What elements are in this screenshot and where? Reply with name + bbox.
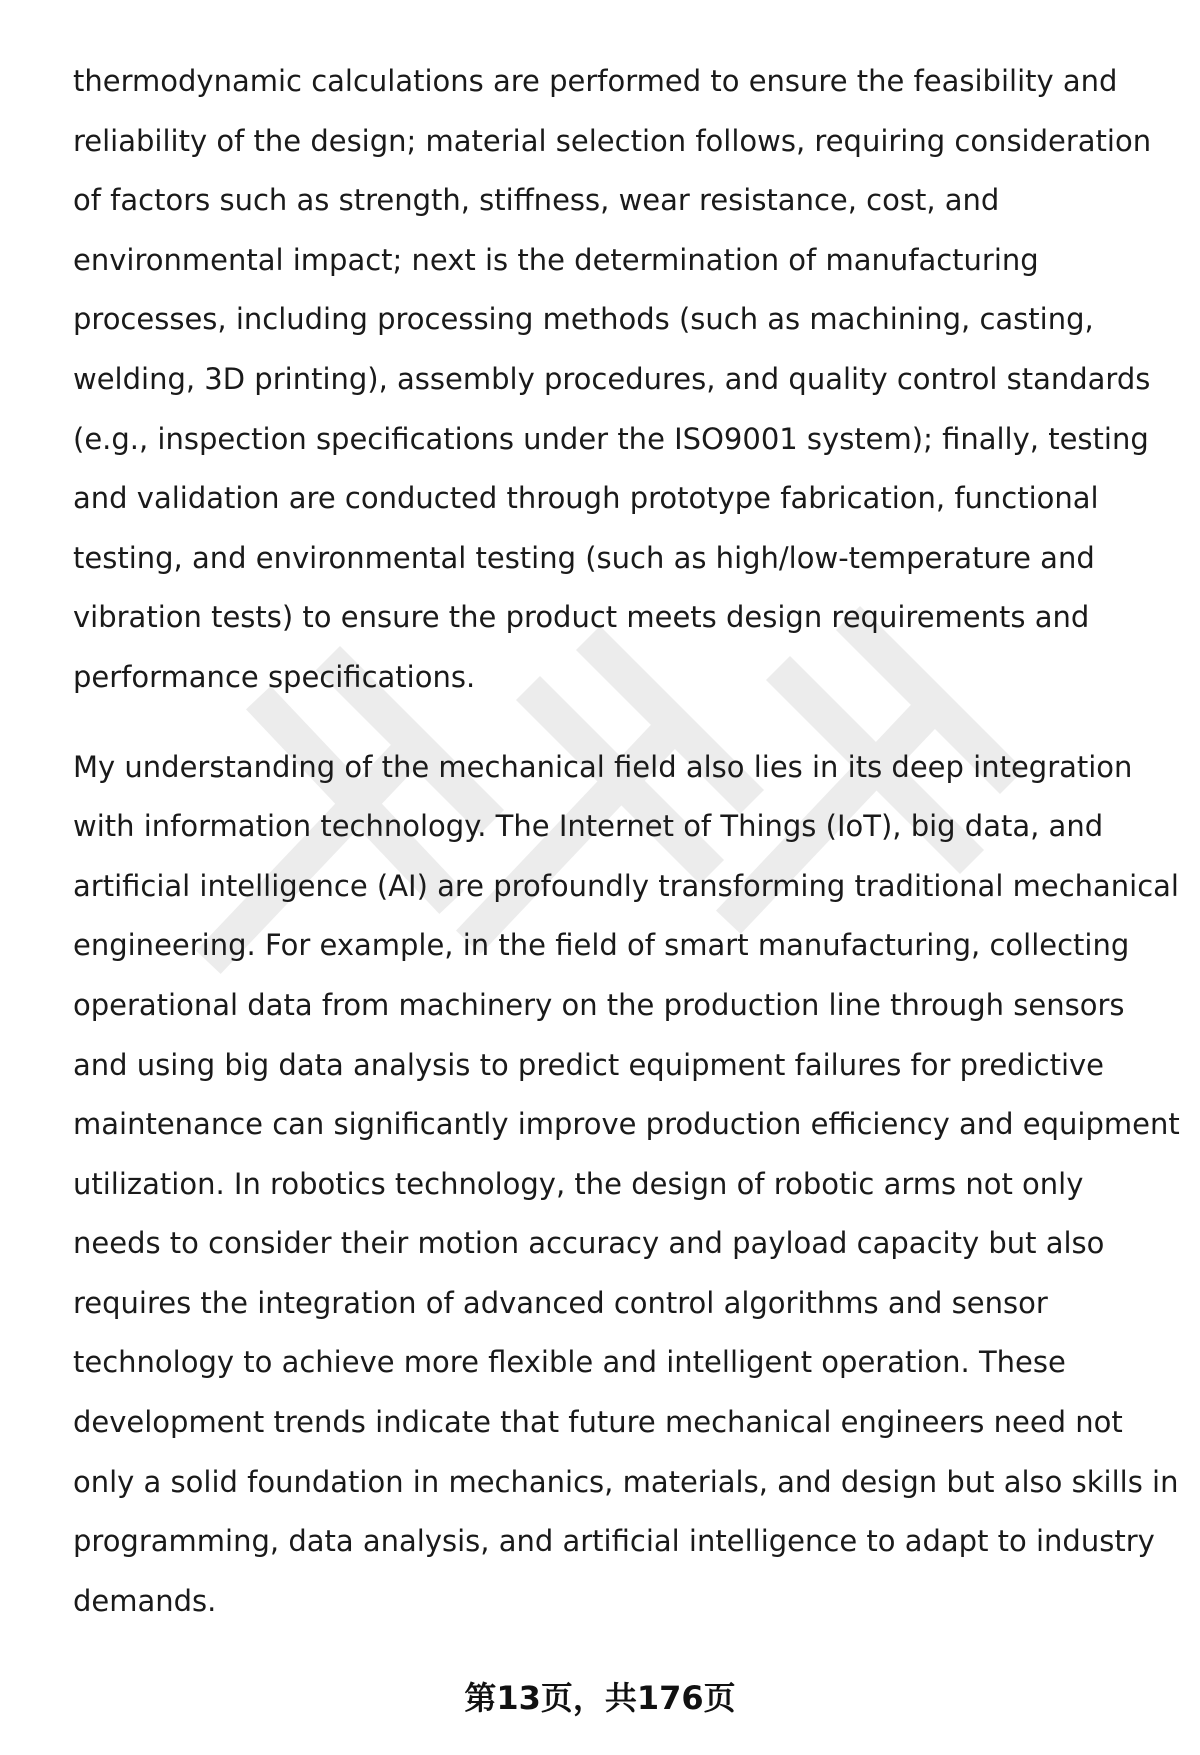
- text-line: maintenance can significantly improve production efficiency and equipment: [73, 1107, 1180, 1142]
- text-line: utilization. In robotics technology, the design of robotic arms not only: [73, 1166, 1084, 1201]
- paragraph-1: [73, 52, 1163, 708]
- text-line: needs to consider their motion accuracy and payload capacity but also: [73, 1226, 1105, 1261]
- text-line: demands.: [73, 1583, 217, 1618]
- text-line: testing, and environmental testing (such as high/low-temperature and: [73, 540, 1095, 575]
- text-line: development trends indicate that future mechanical engineers need not: [73, 1405, 1123, 1440]
- text-line: and validation are conducted through prototype fabrication, functional: [73, 481, 1099, 516]
- text-line: reliability of the design; material selection follows, requiring consideration: [73, 123, 1152, 158]
- text-line: with information technology. The Internet of Things (IoT), big data, and: [73, 809, 1104, 844]
- page-number: 第13页，共176页: [464, 1679, 736, 1717]
- text-line: programming, data analysis, and artificial intelligence to adapt to industry: [73, 1524, 1155, 1559]
- document-body: [73, 52, 1180, 1631]
- text-line: welding, 3D printing), assembly procedures, and quality control standards: [73, 361, 1151, 396]
- text-line: thermodynamic calculations are performed to ensure the feasibility and: [73, 64, 1118, 98]
- text-line: technology to achieve more flexible and intelligent operation. These: [73, 1345, 1066, 1380]
- text-line: artificial intelligence (AI) are profoundly transforming traditional mechanical: [73, 868, 1179, 903]
- text-line: requires the integration of advanced control algorithms and sensor: [73, 1285, 1048, 1320]
- text-line: My understanding of the mechanical field also lies in its deep integration: [73, 749, 1133, 784]
- text-line: and using big data analysis to predict equipment failures for predictive: [73, 1047, 1105, 1082]
- text-line: engineering. For example, in the field of smart manufacturing, collecting: [73, 928, 1130, 963]
- text-line: of factors such as strength, stiffness, wear resistance, cost, and: [73, 183, 1000, 218]
- text-line: performance specifications.: [73, 659, 476, 694]
- text-line: operational data from machinery on the production line through sensors: [73, 987, 1125, 1022]
- text-line: only a solid foundation in mechanics, materials, and design but also skills in: [73, 1464, 1179, 1499]
- text-line: vibration tests) to ensure the product meets design requirements and: [73, 600, 1090, 635]
- text-line: processes, including processing methods (such as machining, casting,: [73, 302, 1094, 337]
- text-line: environmental impact; next is the determination of manufacturing: [73, 242, 1039, 277]
- text-line: (e.g., inspection specifications under the ISO9001 system); finally, testing: [73, 421, 1149, 456]
- paragraph-2: [73, 738, 1180, 1632]
